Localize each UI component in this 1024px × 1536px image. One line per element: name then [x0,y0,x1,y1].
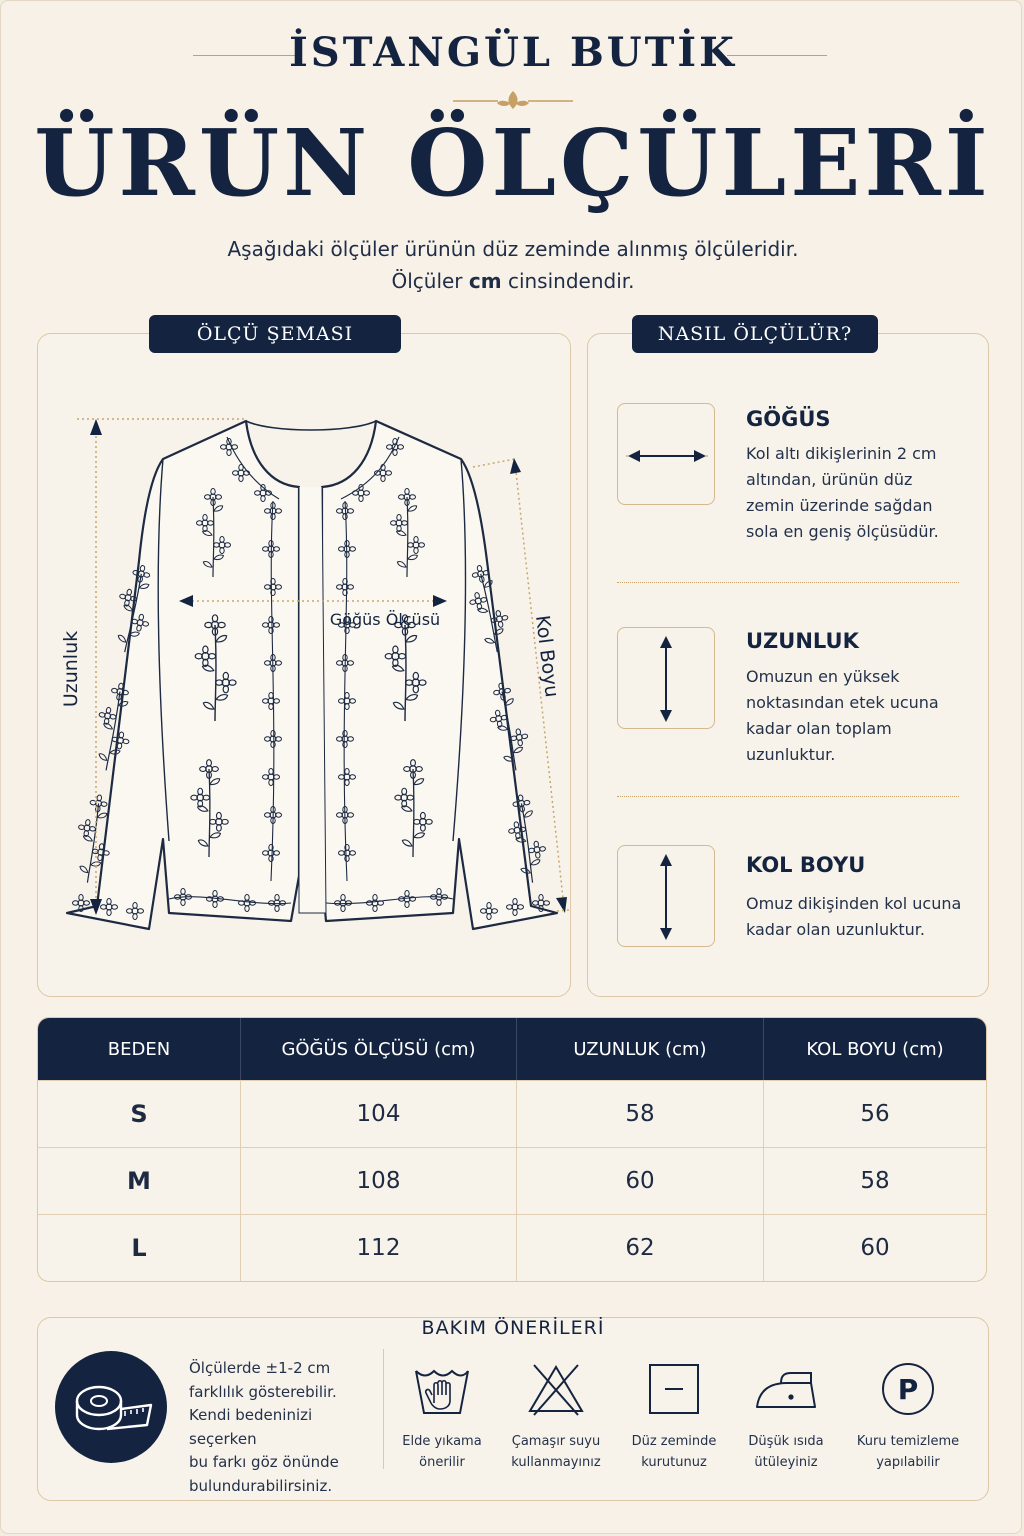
care-label-dry-flat: Düz zeminde kurutunuz [631,1434,717,1470]
jacket-diagram [37,333,571,997]
cell-chest: 108 [241,1147,517,1214]
subtitle-line-2 [1,265,1024,297]
subtitle [1,233,1024,297]
cell-length: 58 [517,1080,764,1147]
care-title: BAKIM ÖNERİLERİ [421,1317,605,1339]
cell-sleeve: 58 [764,1147,986,1214]
table-row [38,1147,986,1214]
cell-chest: 104 [241,1080,517,1147]
header-sleeve: KOL BOYU (cm) [764,1018,986,1080]
cell-size: S [38,1080,241,1147]
svg-text:P: P [897,1373,919,1406]
subtitle-suffix: cinsindendir. [501,269,635,293]
how-text-sleeve: Omuz dikişinden kol ucuna kadar olan uzunluktur. [746,894,962,939]
how-title-length: UZUNLUK [746,629,859,653]
care-divider [383,1349,384,1469]
care-item-dry-flat [619,1361,729,1473]
sleeve-icon-box [617,845,715,947]
page-title: ÜRÜN ÖLÇÜLERİ [34,109,992,217]
care-label-dry-clean: Kuru temizleme yapılabilir [856,1434,960,1470]
cell-size: L [38,1214,241,1281]
care-label-no-bleach: Çamaşır suyu kullanmayınız [511,1434,601,1470]
header-size: BEDEN [38,1018,241,1080]
measurement-tolerance-note: Ölçülerde ±1-2 cm farklılık gösterebilir. Kendi bedeninizi seçerken bu farkı göz önünde bulundurabilirsiniz. [189,1359,339,1495]
table-row [38,1080,986,1147]
length-label: Uzunluk [60,630,82,708]
subtitle-prefix: Ölçüler [391,269,469,293]
how-title-sleeve: KOL BOYU [746,853,866,877]
no-bleach-icon [526,1361,586,1417]
care-item-dry-clean [853,1361,963,1473]
cell-length: 60 [517,1147,764,1214]
cell-length: 62 [517,1214,764,1281]
care-label-low-iron: Düşük ısıda ütüleyiniz [748,1434,824,1470]
chest-icon-box [617,403,715,505]
care-item-low-iron [731,1361,841,1473]
care-item-hand-wash [387,1361,497,1473]
cell-size: M [38,1147,241,1214]
vertical-arrow-icon [618,846,716,948]
care-item-no-bleach [501,1361,611,1473]
sleeve-label: Kol Boyu [531,614,563,699]
chest-label: Göğüs Ölçüsü [329,610,441,629]
brand-name: İSTANGÜL BUTİK [289,29,737,76]
hand-wash-icon [412,1361,472,1417]
subtitle-line-1: Aşağıdaki ölçüler ürünün düz zeminde alınmış ölçüleridir. [227,237,799,261]
length-icon-box [617,627,715,729]
how-title-chest: GÖĞÜS [746,407,831,431]
cell-sleeve: 56 [764,1080,986,1147]
care-label-hand-wash: Elde yıkama önerilir [402,1434,482,1470]
how-separator-1 [617,582,959,583]
table-header-row [38,1018,986,1080]
dry-flat-icon [644,1361,704,1417]
horizontal-arrow-icon [618,404,716,506]
subtitle-unit: cm [468,269,502,293]
header-chest: GÖĞÜS ÖLÇÜSÜ (cm) [241,1018,517,1080]
how-text-length: Omuzun en yüksek noktasından etek ucuna kadar olan toplam uzunluktur. [746,667,939,764]
cell-sleeve: 60 [764,1214,986,1281]
how-heading: NASIL ÖLÇÜLÜR? [632,315,878,353]
schema-heading: ÖLÇÜ ŞEMASI [149,315,401,353]
low-iron-icon [751,1361,821,1417]
dry-clean-icon [878,1361,938,1417]
vertical-arrow-icon [618,628,716,730]
table-row [38,1214,986,1281]
how-text-chest: Kol altı dikişlerinin 2 cm altından, ürünün düz zemin üzerinde sağdan sola en geniş ölçüsüdür. [746,444,939,541]
header-length: UZUNLUK (cm) [517,1018,764,1080]
measuring-tape-icon [55,1351,167,1463]
size-table [37,1017,987,1282]
how-separator-2 [617,796,959,797]
cell-chest: 112 [241,1214,517,1281]
